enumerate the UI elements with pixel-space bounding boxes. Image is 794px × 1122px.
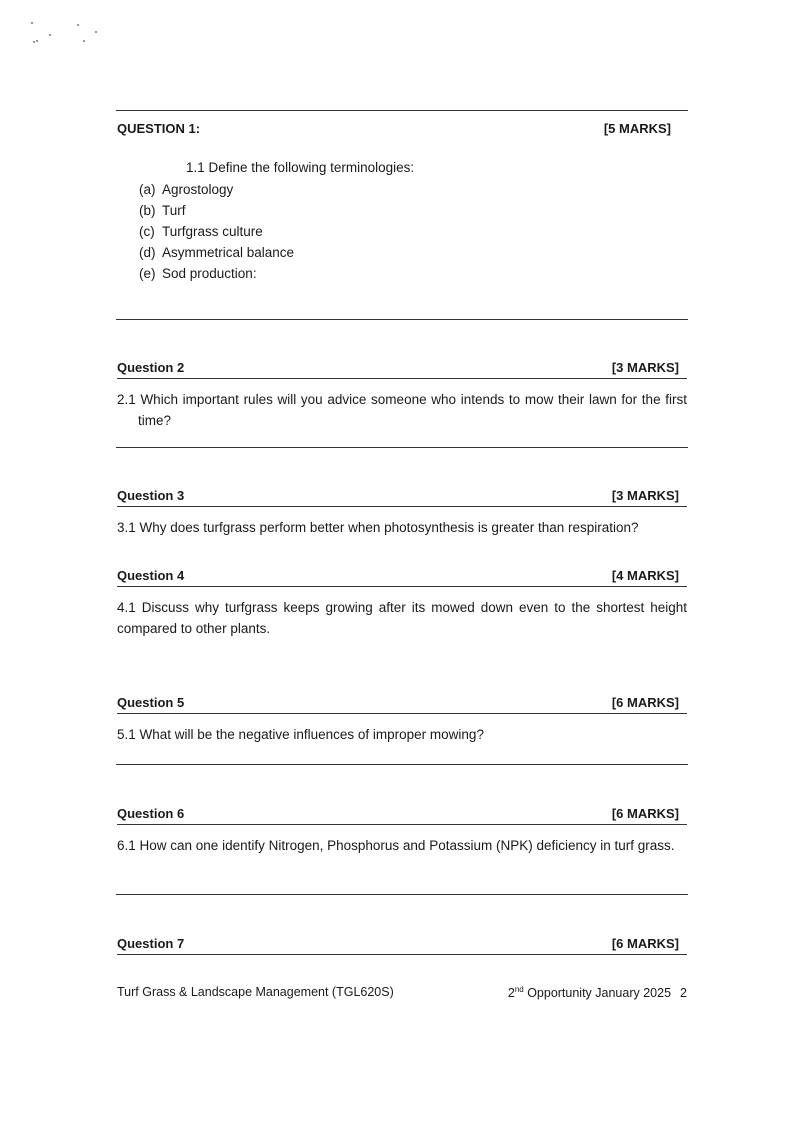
scan-speck: [95, 31, 97, 33]
marks-badge: [3 MARKS]: [611, 360, 679, 375]
marks-badge: [6 MARKS]: [611, 695, 679, 710]
question-1-header: [117, 121, 679, 136]
question-title: Question 4: [117, 568, 185, 583]
scan-speck: [31, 22, 33, 24]
question-title: Question 3: [117, 488, 185, 503]
list-item: (e) Sod production:: [139, 266, 257, 281]
page-footer: [117, 985, 687, 1000]
scan-speck: [77, 24, 79, 26]
scan-speck: [36, 40, 38, 42]
question-5-header: [117, 695, 687, 714]
question-3-text: 3.1 Why does turfgrass perform better when photosynthesis is greater than respiration?: [117, 520, 639, 535]
exam-opportunity: 2nd Opportunity January 2025 2: [507, 985, 687, 1001]
question-2-text: 2.1 Which important rules will you advice someone who intends to mow their lawn for the first time?: [117, 392, 687, 428]
question-6-header: [117, 806, 687, 825]
scan-speck: [49, 34, 51, 36]
question-title: Question 5: [117, 695, 185, 710]
marks-badge: [5 MARKS]: [603, 121, 671, 136]
question-title: QUESTION 1:: [117, 121, 201, 136]
scan-speck: [83, 40, 85, 42]
course-name: Turf Grass & Landscape Management (TGL620S): [117, 985, 394, 999]
divider: [116, 319, 688, 320]
terminology-list: [139, 179, 294, 284]
question-title: Question 6: [117, 806, 185, 821]
question-title: Question 7: [117, 936, 185, 951]
question-3-header: [117, 488, 687, 507]
marks-badge: [6 MARKS]: [611, 806, 679, 821]
marks-badge: [6 MARKS]: [611, 936, 679, 951]
list-item: (c) Turfgrass culture: [139, 224, 263, 239]
question-4-text: 4.1 Discuss why turfgrass keeps growing after its mowed down even to the shortest height compared to other plants.: [117, 600, 687, 636]
page-number: 2: [680, 986, 687, 1001]
divider: [116, 764, 688, 765]
question-5-text: 5.1 What will be the negative influences of improper mowing?: [117, 727, 484, 742]
scan-speck: [33, 41, 35, 43]
question-6-text: 6.1 How can one identify Nitrogen, Phosphorus and Potassium (NPK) deficiency in turf grass.: [117, 838, 675, 853]
marks-badge: [3 MARKS]: [611, 488, 679, 503]
question-1-intro: 1.1 Define the following terminologies:: [186, 160, 415, 175]
list-item: (d) Asymmetrical balance: [139, 245, 295, 260]
divider: [116, 110, 688, 111]
question-title: Question 2: [117, 360, 185, 375]
divider: [116, 447, 688, 448]
list-item: (a) Agrostology: [139, 182, 234, 197]
question-4-header: [117, 568, 687, 587]
divider: [116, 894, 688, 895]
marks-badge: [4 MARKS]: [611, 568, 679, 583]
question-2-header: [117, 360, 687, 379]
question-7-header: [117, 936, 687, 955]
list-item: (b) Turf: [139, 203, 186, 218]
